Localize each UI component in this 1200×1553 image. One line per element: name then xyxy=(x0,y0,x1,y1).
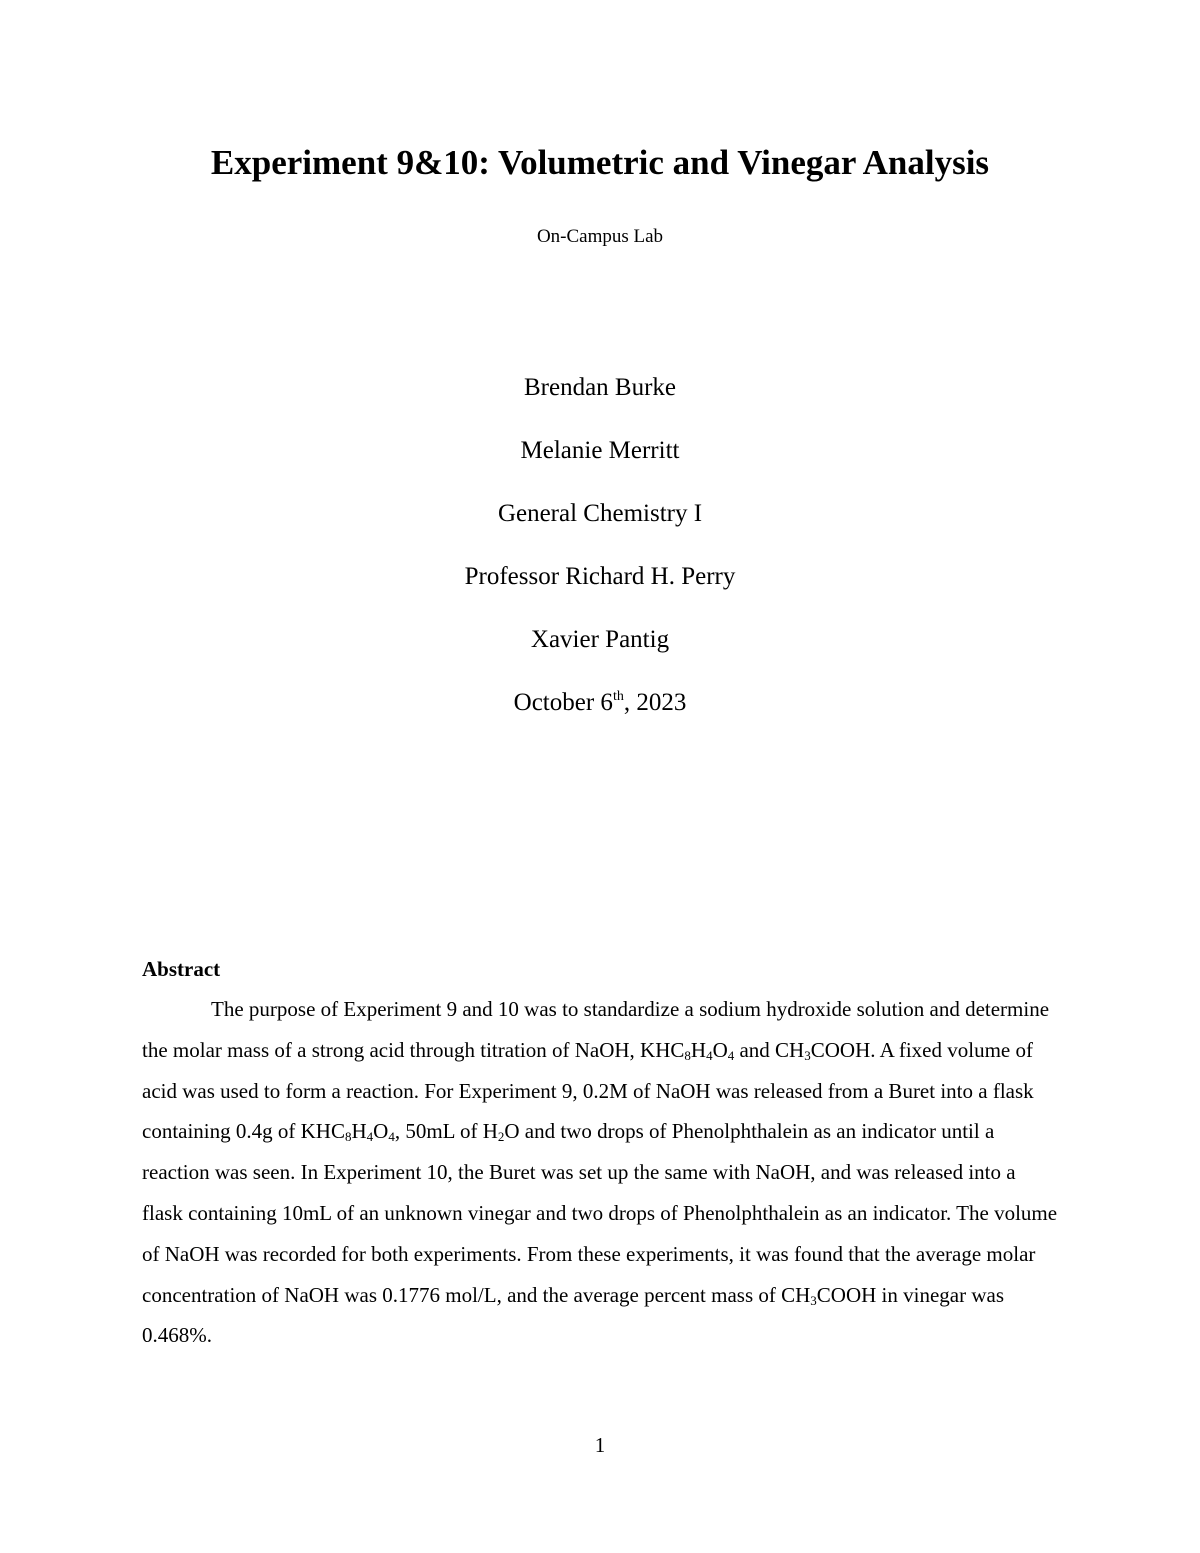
course-name: General Chemistry I xyxy=(497,500,703,527)
abstract-text: , 50mL of H xyxy=(394,1119,498,1144)
abstract-text: COOH. A fixed volume of acid was used to form a reaction. For Experiment 9, 0.2M of NaOH was released from a Buret into a flask containing 0.4g of KHC xyxy=(142,1037,1034,1144)
formula-subscript: 8 xyxy=(344,1129,352,1145)
abstract-text: The purpose of Experiment 9 and 10 was to standardize a sodium hydroxide solution and determine the molar mass of a strong acid through titration of NaOH, KHC xyxy=(142,997,1050,1062)
date-month-day: October 6 xyxy=(513,689,613,716)
abstract-text: and CH xyxy=(734,1037,805,1062)
instructor-name: Xavier Pantig xyxy=(530,626,670,653)
document-date xyxy=(0,685,1200,748)
formula-subscript: 4 xyxy=(727,1047,735,1063)
formula-subscript: 2 xyxy=(497,1129,505,1145)
document-title: Experiment 9&10: Volumetric and Vinegar Analysis xyxy=(210,143,990,182)
abstract-text: O and two drops of Phenolphthalein as an indicator until a reaction was seen. In Experiment 10, the Buret was set up the same with NaOH, and was released into a flask containing 10mL of an unknown vinegar and two drops of Phenolphthalein as an indicator. The volume of NaOH was recorded for both experiments. From these experiments, it was found that the average molar concentration of NaOH was 0.1776 mol/L, and the average percent mass of CH xyxy=(142,1119,1058,1307)
title-page-info xyxy=(0,370,1200,748)
abstract-text: O xyxy=(712,1037,728,1062)
abstract-text: H xyxy=(351,1119,367,1144)
formula-subscript: 4 xyxy=(366,1129,374,1145)
formula-subscript: 3 xyxy=(804,1047,811,1063)
formula-subscript: 8 xyxy=(684,1047,691,1063)
abstract-paragraph xyxy=(142,989,1058,1356)
page-number: 1 xyxy=(594,1433,606,1457)
abstract-heading: Abstract xyxy=(142,957,221,981)
formula-subscript: 3 xyxy=(810,1292,817,1308)
abstract-text: H xyxy=(690,1037,707,1062)
abstract-text: COOH in vinegar was 0.468%. xyxy=(142,1282,1005,1348)
formula-subscript: 4 xyxy=(388,1129,395,1145)
author-name: Brendan Burke xyxy=(523,374,677,401)
author-name: Melanie Merritt xyxy=(520,437,680,464)
document-subtitle: On-Campus Lab xyxy=(536,226,664,247)
abstract-text: O xyxy=(373,1119,389,1144)
date-ordinal-suffix: th xyxy=(612,689,624,704)
professor-name: Professor Richard H. Perry xyxy=(464,563,736,590)
formula-subscript: 4 xyxy=(706,1047,713,1063)
date-year: , 2023 xyxy=(623,689,687,716)
